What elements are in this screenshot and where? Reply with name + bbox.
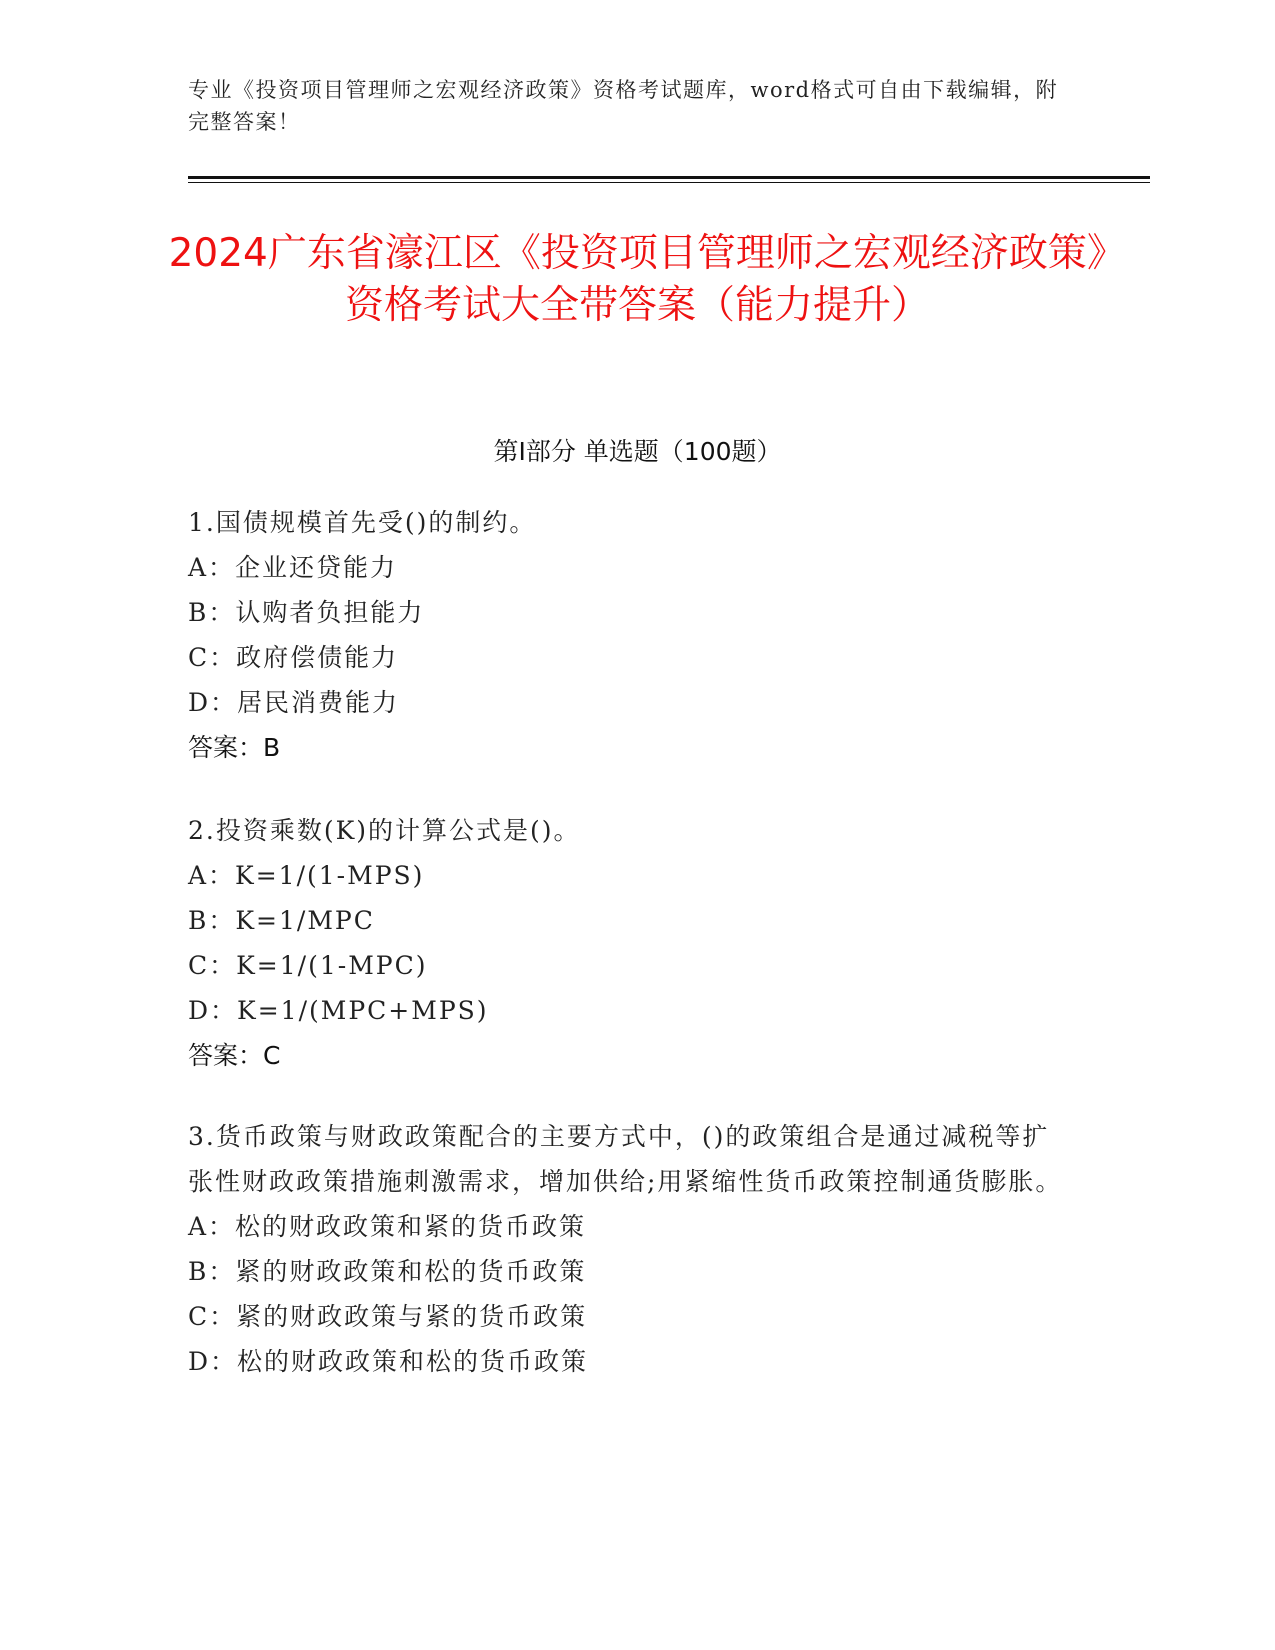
option-a: A：企业还贷能力 (188, 553, 398, 582)
question-3 (188, 1114, 1068, 1384)
option-d: D：松的财政政策和松的货币政策 (188, 1347, 589, 1376)
document-title: 2024广东省濠江区《投资项目管理师之宏观经济政策》资格考试大全带答案（能力提升） (168, 231, 1107, 328)
question-stem: 2.投资乘数(K)的计算公式是()。 (188, 816, 581, 845)
option-a: A：松的财政政策和紧的货币政策 (188, 1212, 587, 1241)
option-a: A：K=1/(1-MPS) (188, 861, 425, 890)
option-b: B：紧的财政政策和松的货币政策 (188, 1257, 587, 1286)
option-c: C：政府偿债能力 (188, 643, 399, 672)
answer: 答案：C (188, 1041, 281, 1070)
option-d: D：K=1/(MPC+MPS) (188, 996, 489, 1025)
question-2 (188, 808, 1068, 1078)
question-stem: 3.货币政策与财政政策配合的主要方式中，()的政策组合是通过减税等扩张性财政政策措施刺激需求，增加供给;用紧缩性货币政策控制通货膨胀。 (188, 1122, 1063, 1196)
option-c: C：紧的财政政策与紧的货币政策 (188, 1302, 588, 1331)
option-c: C：K=1/(1-MPC) (188, 951, 428, 980)
section-title: 第Ⅰ部分 单选题（100题） (493, 437, 782, 466)
header-rule-thick (188, 176, 1150, 179)
option-b: B：认购者负担能力 (188, 598, 425, 627)
option-d: D：居民消费能力 (188, 688, 400, 717)
header-note: 专业《投资项目管理师之宏观经济政策》资格考试题库，word格式可自由下载编辑，附完整答案！ (188, 78, 1059, 134)
option-b: B：K=1/MPC (188, 906, 375, 935)
header-rule-thin (188, 182, 1150, 183)
question-stem: 1.国债规模首先受()的制约。 (188, 508, 537, 537)
answer: 答案：B (188, 733, 281, 762)
question-1 (188, 500, 1068, 770)
